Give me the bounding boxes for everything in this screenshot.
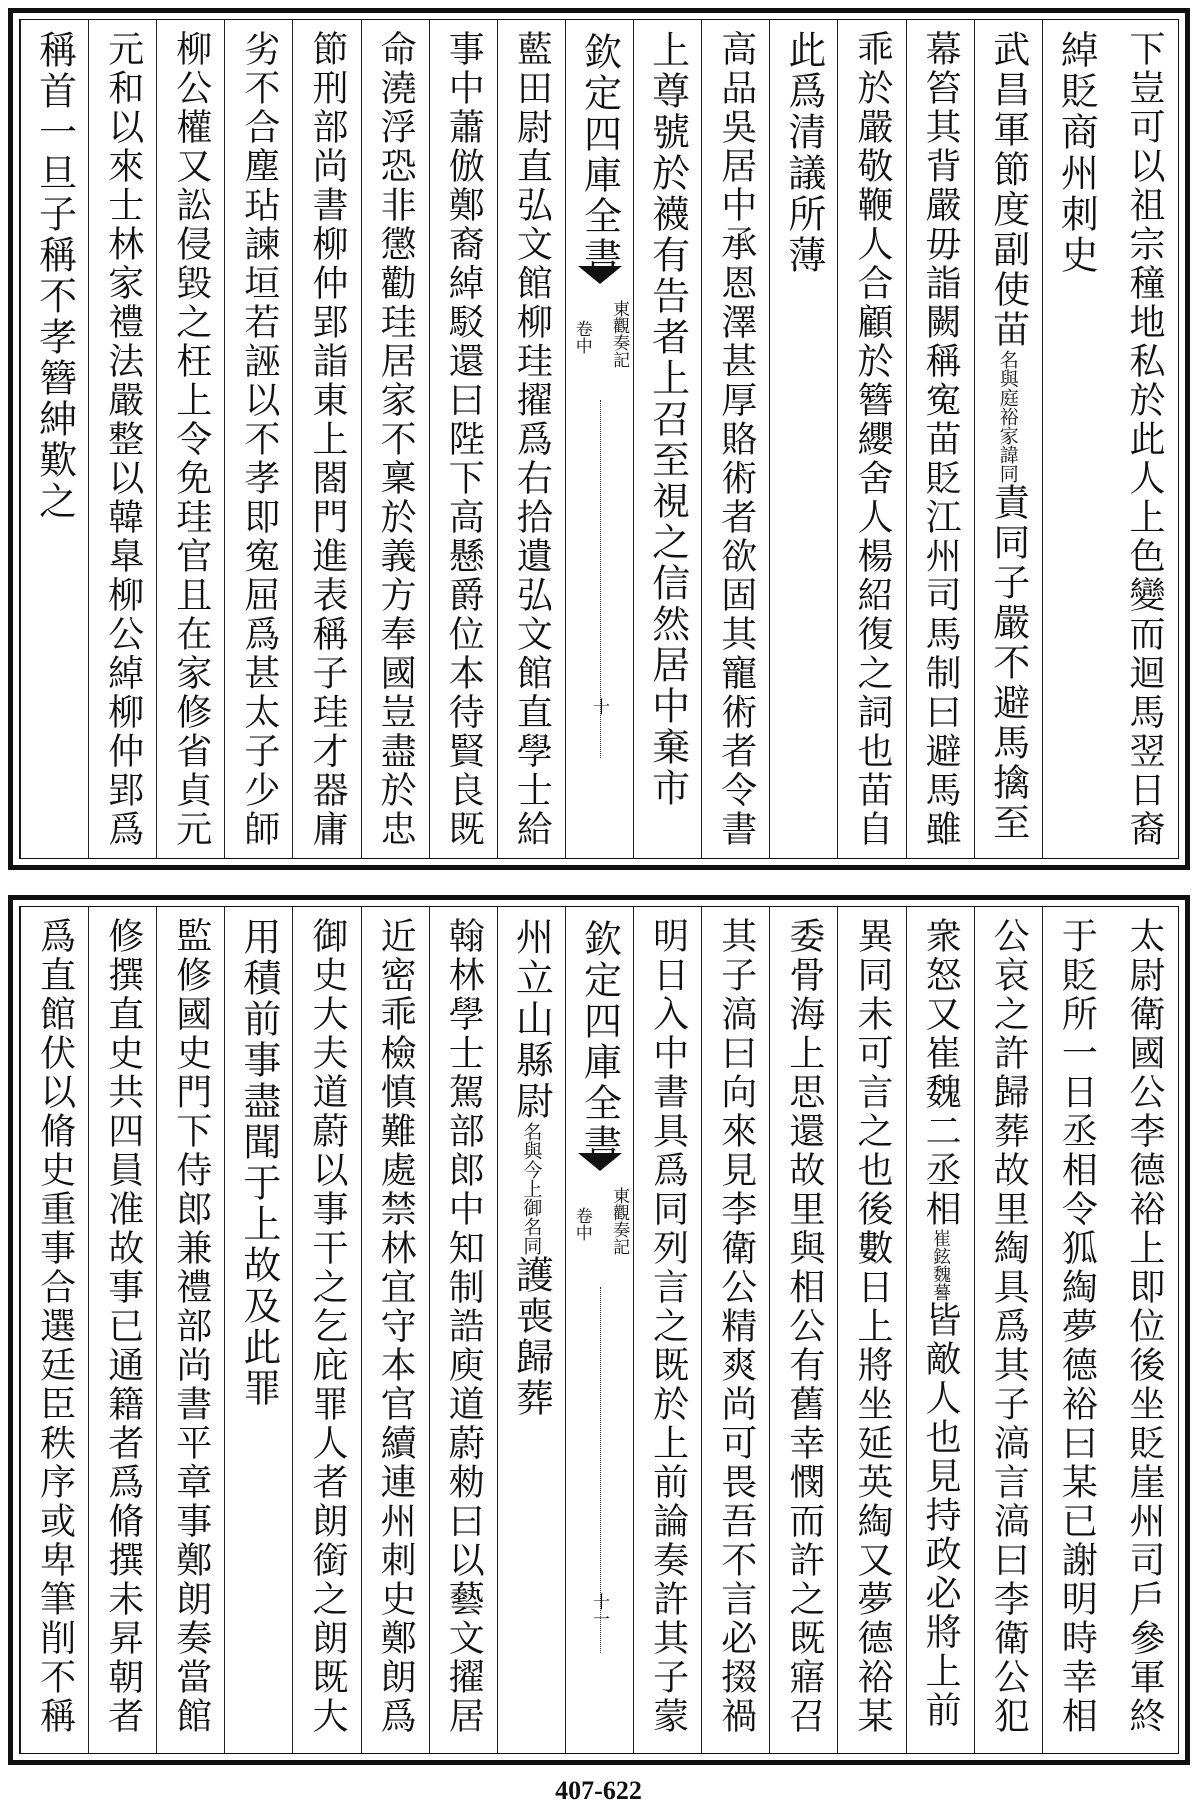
- upper-column-16: [88, 20, 156, 858]
- upper-column-9: [565, 20, 633, 858]
- page-code: 407-622: [555, 1776, 642, 1805]
- column-text: 衆怒又崔魏二丞相: [920, 917, 962, 1229]
- lower-column-1: [1110, 907, 1178, 1753]
- upper-page-frame: [19, 19, 1179, 859]
- column-text: 太尉衛國公李德裕上即位後坐貶崖州司戶參軍終: [1123, 917, 1165, 1736]
- center-subtitle-volume: 卷中: [571, 320, 592, 354]
- text-column: [851, 30, 893, 849]
- lower-page-frame: [19, 906, 1179, 1754]
- text-column: [1123, 917, 1165, 1736]
- text-column: [781, 30, 826, 276]
- column-text: 委骨海上思還故里與相公有舊幸憫而許之既寤召: [783, 917, 825, 1736]
- lower-column-9: [565, 907, 633, 1753]
- column-text: 其子滈曰向來見李衛公精爽尚可畏吾不言必掇禍: [715, 917, 757, 1736]
- text-column: [1054, 30, 1099, 276]
- upper-column-5: [837, 20, 905, 858]
- column-text: 于貶所一日丞相令狐綯夢德裕曰某已謝明時幸相: [1056, 917, 1098, 1736]
- column-text: 高品吳居中承恩澤甚厚賂術者欲固其寵術者令書: [715, 30, 757, 849]
- lower-column-8: [633, 907, 701, 1753]
- lower-column-5: [837, 907, 905, 1753]
- text-column: [988, 917, 1030, 1736]
- column-text: 下豈可以祖宗穜地私於此人上色變而迴馬翌日裔: [1123, 30, 1165, 849]
- text-column: [509, 917, 554, 1419]
- text-column: [851, 917, 893, 1736]
- text-column: [32, 30, 77, 522]
- text-column: [307, 917, 349, 1736]
- lower-column-13: [292, 907, 360, 1753]
- column-text: 元和以來士林家禮法嚴整以韓臯柳公綽柳仲郢爲: [102, 30, 144, 849]
- column-text: 公哀之許歸葬故里綯具爲其子滈言滈曰李衛公犯: [988, 917, 1030, 1736]
- upper-column-14: [224, 20, 292, 858]
- lower-column-16: [88, 907, 156, 1753]
- interlinear-note: 名與庭裕家諱同: [996, 350, 1019, 483]
- text-column: [375, 30, 417, 849]
- upper-column-2: [1042, 20, 1110, 858]
- interlinear-note: 名與今上御名同: [520, 1122, 543, 1255]
- text-column: [238, 30, 280, 849]
- text-column: [715, 30, 757, 849]
- upper-column-11: [429, 20, 497, 858]
- lower-column-3: [974, 907, 1042, 1753]
- upper-column-1: [1110, 20, 1178, 858]
- column-text: 綽貶商州刺史: [1054, 30, 1099, 276]
- text-column: [34, 917, 76, 1736]
- center-subtitle-book: 東觀奏記: [609, 300, 630, 368]
- text-column: [645, 30, 690, 809]
- center-subtitle-book: 東觀奏記: [609, 1187, 630, 1255]
- interlinear-note: 崔鉉魏謩: [930, 1229, 952, 1301]
- column-text: 翰林學士駕部郎中知制誥庾道蔚勑曰以藝文擢居: [443, 917, 485, 1736]
- leaf-number: 十: [589, 698, 609, 715]
- column-text: 修撰直史共四員准故事已通籍者爲脩撰未昇朝者: [102, 917, 144, 1736]
- text-column: [170, 30, 212, 849]
- column-text: 節刑部尚書柳仲郢詣東上閤門進表稱子珪才器庸: [307, 30, 349, 849]
- column-text: 異同未可言之也後數日上將坐延英綯又夢德裕某: [851, 917, 893, 1736]
- text-column: [102, 30, 144, 849]
- column-text: 劣不合塵玷諫垣若誣以不孝即寃屈爲甚太子少師: [238, 30, 280, 849]
- lower-column-17: [20, 907, 88, 1753]
- fishtail-ornament-icon: [578, 266, 622, 284]
- text-column: [647, 917, 689, 1736]
- column-text: 柳公權又訟侵毀之枉上令免珪官且在家修省貞元: [170, 30, 212, 849]
- column-text: 事中蕭倣鄭裔綽駁還曰陛下高懸爵位本待賢良既: [443, 30, 485, 849]
- lower-column-14: [224, 907, 292, 1753]
- lower-column-15: [156, 907, 224, 1753]
- text-column: [307, 30, 349, 849]
- upper-column-7: [701, 20, 769, 858]
- text-column: [236, 917, 281, 1409]
- upper-column-15: [156, 20, 224, 858]
- column-text: 爲直館伏以脩史重事合選廷臣秩序或卑筆削不稱: [34, 917, 76, 1736]
- column-text: 上尊號於襪有告者上召至視之信然居中棄市: [645, 30, 690, 809]
- upper-column-10: [497, 20, 565, 858]
- lower-column-6: [769, 907, 837, 1753]
- column-text: 命澆浮恐非懲勸珪居家不稟於義方奉國豈盡於忠: [375, 30, 417, 849]
- text-column: [102, 917, 144, 1736]
- upper-column-8: [633, 20, 701, 858]
- text-column: [443, 30, 485, 849]
- column-text: 監修國史門下侍郎兼禮部尚書平章事鄭朗奏當館: [170, 917, 212, 1736]
- column-text: 此爲清議所薄: [781, 30, 826, 276]
- column-text: 乖於嚴敬鞭人合顧於簪纓舍人楊紹復之詞也苗自: [851, 30, 893, 849]
- upper-column-3: [974, 20, 1042, 858]
- text-column: [170, 917, 212, 1736]
- column-text: 藍田尉直弘文館柳珪擢爲右拾遺弘文館直學士給: [511, 30, 553, 849]
- column-text: 御史大夫道蔚以事干之乞庇罪人者朗銜之朗既大: [307, 917, 349, 1736]
- fishtail-ornament-icon: [578, 1153, 622, 1171]
- center-subtitle-volume: 卷中: [571, 1207, 592, 1241]
- upper-column-13: [292, 20, 360, 858]
- upper-page: [8, 8, 1190, 870]
- lower-column-10: [497, 907, 565, 1753]
- upper-column-12: [361, 20, 429, 858]
- lower-column-7: [701, 907, 769, 1753]
- column-text: 用積前事盡聞于上故及此罪: [236, 917, 281, 1409]
- text-column: [783, 917, 825, 1736]
- text-column: [920, 917, 962, 1730]
- lower-column-11: [429, 907, 497, 1753]
- lower-column-12: [361, 907, 429, 1753]
- center-title: 欽定四庫全書: [577, 32, 622, 278]
- column-text: 幕笞其背嚴毋詣闕稱寃苗貶江州司馬制曰避馬雖: [920, 30, 962, 849]
- leaf-number: 十一: [589, 1593, 609, 1627]
- column-text-continued: 皆敵人也見持政必將上前: [920, 1301, 962, 1730]
- upper-column-6: [769, 20, 837, 858]
- lower-column-4: [906, 907, 974, 1753]
- column-text-continued: 責同子嚴不避馬擒至: [986, 483, 1030, 843]
- column-text: 州立山縣尉: [509, 917, 554, 1122]
- text-column: [715, 917, 757, 1736]
- column-text: 武昌軍節度副使苗: [986, 30, 1030, 350]
- upper-column-4: [906, 20, 974, 858]
- column-text-continued: 護喪歸葬: [509, 1255, 554, 1419]
- column-text: 稱首一旦子稱不孝簪紳歎之: [32, 30, 77, 522]
- column-text: 明日入中書具爲同列言之既於上前論奏許其子蒙: [647, 917, 689, 1736]
- text-column: [443, 917, 485, 1736]
- text-column: [920, 30, 962, 849]
- text-column: [986, 30, 1030, 843]
- text-column: [375, 917, 417, 1736]
- upper-column-17: [20, 20, 88, 858]
- text-column: [1123, 30, 1165, 849]
- text-column: [511, 30, 553, 849]
- lower-column-2: [1042, 907, 1110, 1753]
- center-title: 欽定四庫全書: [577, 919, 622, 1165]
- lower-page: [8, 895, 1190, 1765]
- text-column: [1056, 917, 1098, 1736]
- column-text: 近密乖檢慎難處禁林宜守本官續連州刺史鄭朗爲: [375, 917, 417, 1736]
